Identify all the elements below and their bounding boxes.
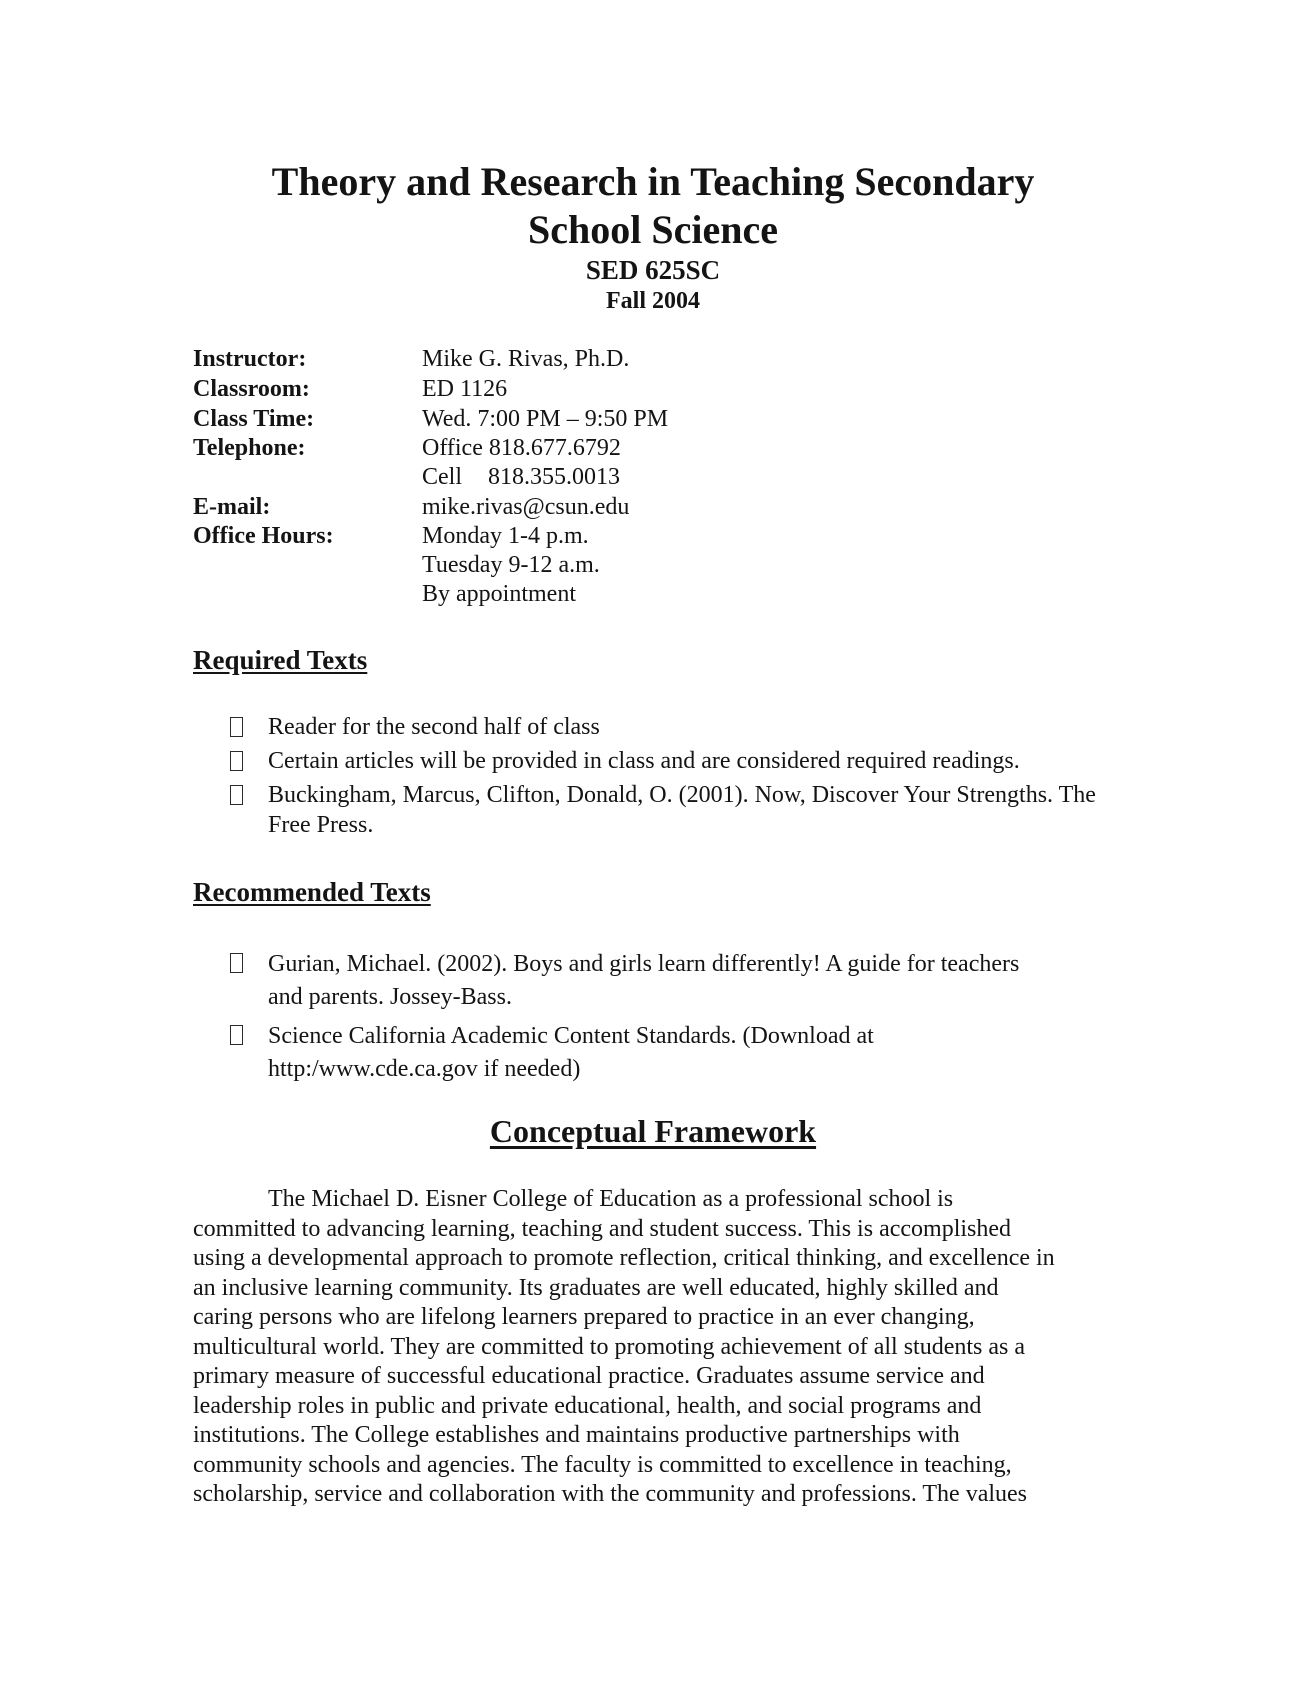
- instructor-label: Instructor:: [193, 346, 307, 372]
- recommended-text-line: Science California Academic Content Standards. (Download at: [268, 1023, 874, 1049]
- course-code: SED 625SC: [585, 255, 721, 285]
- paragraph-line: committed to advancing learning, teaching and student success. This is accomplished: [193, 1215, 1012, 1242]
- class-time-label: Class Time:: [193, 406, 315, 432]
- bullet-box-icon: [230, 751, 243, 771]
- telephone-cell-number: 818.355.0013: [488, 464, 620, 490]
- bullet-box-icon: [230, 1025, 243, 1045]
- bullet-box-icon: [230, 785, 243, 805]
- instructor-value: Mike G. Rivas, Ph.D.: [422, 346, 630, 372]
- required-texts-heading: Required Texts: [193, 645, 368, 675]
- telephone-label: Telephone:: [193, 435, 306, 461]
- office-hours-3: By appointment: [422, 581, 576, 607]
- list-item: [230, 1020, 1130, 1086]
- paragraph-line: scholarship, service and collaboration with the community and professions. The values: [193, 1481, 1028, 1507]
- conceptual-framework-heading: [0, 1113, 1306, 1150]
- paragraph-line: primary measure of successful educational practice. Graduates assume service and: [193, 1363, 985, 1389]
- paragraph-line: leadership roles in public and private educational, health, and social programs and: [193, 1392, 982, 1419]
- recommended-text-line: and parents. Jossey-Bass.: [268, 984, 512, 1010]
- class-time-value: Wed. 7:00 PM – 9:50 PM: [422, 406, 669, 432]
- telephone-cell-label: Cell: [422, 464, 462, 490]
- required-texts-list: [230, 712, 1130, 844]
- classroom-label: Classroom:: [193, 376, 310, 402]
- classroom-value: ED 1126: [422, 376, 508, 402]
- list-item: [230, 712, 1130, 742]
- conceptual-framework-paragraph: [193, 1185, 1123, 1510]
- course-term: Fall 2004: [606, 288, 700, 314]
- recommended-text-link[interactable]: http:/www.cde.ca.gov if needed): [268, 1056, 581, 1082]
- telephone-cell: [422, 463, 620, 492]
- required-text-item: Certain articles will be provided in class and are considered required readings.: [268, 748, 1020, 774]
- office-hours-1: Monday 1-4 p.m.: [422, 523, 589, 549]
- list-item: [230, 746, 1130, 776]
- recommended-text-line: Gurian, Michael. (2002). Boys and girls learn differently! A guide for teachers: [268, 951, 1020, 977]
- paragraph-line: institutions. The College establishes and maintains productive partnerships with: [193, 1422, 960, 1448]
- email-value: mike.rivas@csun.edu: [422, 494, 630, 520]
- paragraph-line: an inclusive learning community. Its graduates are well educated, highly skilled and: [193, 1274, 999, 1301]
- list-item: [230, 780, 1128, 840]
- office-hours-label: Office Hours:: [193, 523, 334, 549]
- recommended-texts-heading: Recommended Texts: [193, 877, 431, 907]
- conceptual-framework-heading-text: Conceptual Framework: [489, 1113, 817, 1149]
- paragraph-line: The Michael D. Eisner College of Education as a professional school is: [268, 1186, 954, 1212]
- course-title-line-1: Theory and Research in Teaching Secondary: [271, 159, 1035, 204]
- recommended-texts-list: [230, 948, 1130, 1092]
- telephone-office: Office 818.677.6792: [422, 435, 621, 461]
- required-text-item: Reader for the second half of class: [268, 714, 600, 740]
- list-item: [230, 948, 1130, 1014]
- paragraph-line: caring persons who are lifelong learners prepared to practice in an ever changing,: [193, 1304, 975, 1330]
- email-label: E-mail:: [193, 494, 271, 520]
- bullet-box-icon: [230, 953, 243, 973]
- paragraph-line: multicultural world. They are committed to promoting achievement of all students as a: [193, 1333, 1026, 1360]
- required-text-item: Buckingham, Marcus, Clifton, Donald, O. (2001). Now, Discover Your Strengths. The Free Press.: [268, 782, 1096, 838]
- paragraph-line: community schools and agencies. The faculty is committed to excellence in teaching,: [193, 1451, 1012, 1478]
- bullet-box-icon: [230, 717, 243, 737]
- paragraph-line: using a developmental approach to promote reflection, critical thinking, and excellence in: [193, 1245, 1055, 1271]
- course-title-line-2: School Science: [528, 207, 778, 252]
- office-hours-2: Tuesday 9-12 a.m.: [422, 552, 600, 578]
